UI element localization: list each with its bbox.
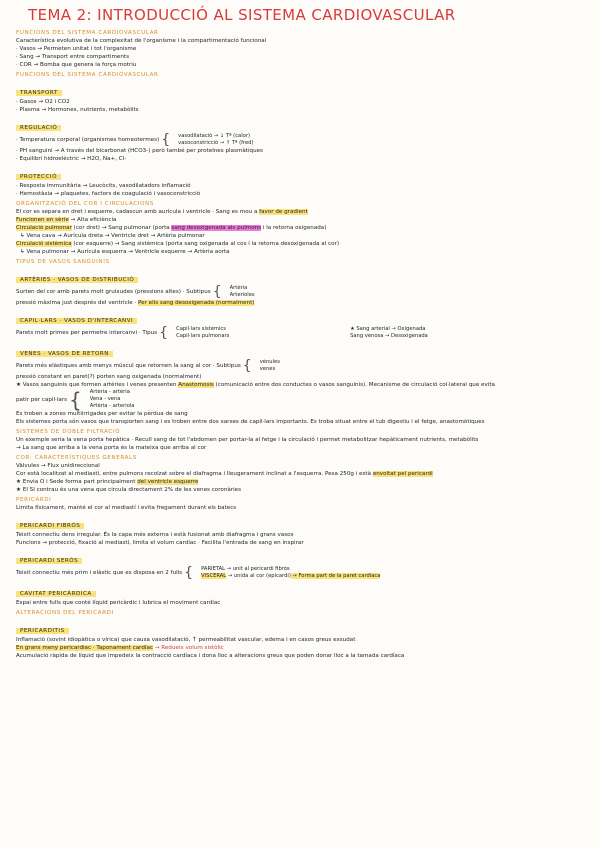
branch-row bbox=[14, 566, 588, 580]
branch-brace: { bbox=[242, 358, 252, 374]
note-line: patir per capil·lars bbox=[16, 396, 68, 403]
note-line: · PH sanguini → A través del bicarbonat (HCO3-) però també per proteïnes plasmàtiques bbox=[16, 148, 263, 154]
branch-item: vasodilatació → ↓ Tª (calor) bbox=[178, 133, 251, 139]
text-run: → unida al cor (epicardi) bbox=[226, 573, 291, 579]
highlight-run: En grans meny pericardiac · Taponament cardíac bbox=[16, 645, 153, 651]
note-line: Teixit connectiu més prim i elàstic que es disposa en 2 fulls bbox=[16, 570, 183, 576]
note-line: Es troben a zones multiirrigades per evitar la pèrdua de sang bbox=[16, 411, 188, 417]
section-heading-cor: COR: CARACTERÍSTIQUES GENERALS bbox=[16, 455, 137, 461]
note-line: ★ El SI contrau és una vena que circula directament 2% de les venes coronàries bbox=[16, 487, 242, 493]
side-note-line: ★ Sang arterial → Oxigenada bbox=[350, 326, 426, 332]
note-line: Teixit connectiu dens irregular. És la capa més externa i està fusionat amb diafragma i grans vasos bbox=[16, 532, 294, 538]
note-line bbox=[16, 240, 588, 248]
note-line: ↳ Vena pulmonar → Aurícula esquerra → Ventricle esquerre → Artèria aorta bbox=[20, 249, 230, 255]
branch-item: PARIETAL → unit al pericardi fibrós bbox=[201, 566, 290, 572]
text-run: (cor dret) → Sang pulmonar (porta bbox=[71, 225, 172, 231]
branch-list bbox=[88, 389, 135, 410]
subheading-proteccio: PROTECCIÓ bbox=[16, 174, 61, 180]
highlight-run: del ventricle esquerre bbox=[137, 479, 199, 485]
branch-item: vasoconstricció → ↑ Tª (fred) bbox=[178, 140, 254, 146]
note-line: Parets més elàstiques amb menys múscul que retornen la sang al cor · Subtipus bbox=[16, 363, 241, 369]
page-title: TEMA 2: INTRODUCCIÓ AL SISTEMA CARDIOVASCULAR bbox=[28, 6, 456, 24]
branch-item: Arterioles bbox=[229, 292, 255, 298]
note-line: → La sang que arriba a la vena porta és la mateixa que arriba al cor bbox=[16, 445, 207, 451]
note-line: Inflamació (sovint idiopàtica o vírica) que causa vasodilatació, ↑ permeabilitat vascular, edema i en casos greus exsudat bbox=[16, 637, 356, 643]
highlight-run-pink: sang desoxigenada als pulmons bbox=[171, 225, 262, 231]
note-line: · Sang → Transport entre compartiments bbox=[16, 54, 129, 60]
note-line: Característica evolutiva de la complexitat de l'organisme i la compartimentació funcional bbox=[16, 38, 267, 44]
branch-item: vènules bbox=[259, 359, 280, 365]
section-heading-doble-filtracio: SISTEMES DE DOBLE FILTRACIÓ bbox=[16, 429, 121, 435]
branch-brace: { bbox=[159, 325, 169, 341]
section-heading-vasos: TIPUS DE VASOS SANGUINIS bbox=[16, 259, 110, 265]
branch-list bbox=[176, 133, 253, 147]
note-line bbox=[16, 216, 588, 224]
branch-list bbox=[199, 566, 380, 580]
branch-item: Vena - vena bbox=[89, 396, 121, 402]
branch-brace: { bbox=[212, 284, 222, 300]
branch-row bbox=[14, 285, 588, 299]
highlight-run: VISCERAL bbox=[201, 573, 227, 579]
branch-brace: { bbox=[184, 565, 194, 581]
branch-row bbox=[14, 389, 588, 410]
highlight-run: Per ells sang desoxigenada (normalment) bbox=[137, 300, 255, 306]
note-line: · COR → Bomba que genera la força motriu bbox=[16, 62, 137, 68]
subheading-capil: CAPIL·LARS · VASOS D'INTERCANVI bbox=[16, 318, 137, 324]
text-run: Cor està localitzat al mediastí, entre pulmons recolzat sobre el diafragma i lleugerament inclinat a l'esquerra. Pesa 250g i està bbox=[16, 471, 373, 477]
section-heading-organitzacio: ORGANITZACIÓ DEL COR I CIRCULACIONS bbox=[16, 201, 154, 207]
highlight-run: Circulació sistèmica bbox=[16, 241, 72, 247]
subheading-fibros: PERICARDI FIBRÓS bbox=[16, 523, 84, 529]
note-line: Els sistemes porta són vasos que transporten sang i es troben entre dos xarxes de capil·lars importants. Es troba situat entre el tub digestiu i el fetge, anastomòtiques bbox=[16, 419, 485, 425]
highlight-run: Funcionen en sèrie bbox=[16, 217, 69, 223]
red-run: → Redueix volum sistòlic bbox=[152, 645, 224, 651]
branch-brace: { bbox=[161, 132, 171, 148]
note-line: · Equilibri hidroelèctric → H2O, Na+, Cl- bbox=[16, 156, 127, 162]
note-line: · Resposta immunitària → Leucòcits, vasodilatadors inflamació bbox=[16, 183, 191, 189]
note-line: · Hemostàsia → plaquetes, factors de coagulació i vasoconstricció bbox=[16, 191, 201, 197]
section-heading-funcions: FUNCIONS DEL SISTEMA CARDIOVASCULAR bbox=[16, 30, 159, 36]
subheading-regulacio: REGULACIÓ bbox=[16, 125, 61, 131]
text-run: El cor es separa en dret i esquerre, cadascun amb aurícula i ventricle · Sang es mou a bbox=[16, 209, 260, 215]
branch-item: venes bbox=[259, 366, 276, 372]
section-heading-funcions-2: FUNCIONS DEL SISTEMA CARDIOVASCULAR bbox=[16, 72, 159, 78]
note-line: Vàlvules → Flux unidireccional bbox=[16, 463, 100, 469]
note-line: · Vasos → Permeten unitat i tot l'organisme bbox=[16, 46, 137, 52]
note-line: pressió constant en paret(?) porten sang oxigenada (normalment) bbox=[16, 374, 202, 380]
note-line: Limita físicament, manté el cor al mediastí i evita fregament durant els batecs bbox=[16, 505, 237, 511]
section-heading-pericardi: PERICARDI bbox=[16, 497, 52, 503]
text-run: i la retorna oxigenada) bbox=[261, 225, 327, 231]
branch-list bbox=[174, 326, 344, 340]
highlight-run: Anastomosis bbox=[178, 382, 214, 388]
branch-item: Artèria - arteriola bbox=[89, 403, 135, 409]
note-line: · Gasos → O2 i CO2 bbox=[16, 99, 70, 105]
branch-list bbox=[258, 359, 280, 373]
note-line bbox=[16, 470, 588, 478]
note-line bbox=[16, 478, 588, 486]
branch-brace: { bbox=[69, 387, 82, 412]
notes-page bbox=[14, 6, 588, 660]
subheading-pericarditis: PERICARDITIS bbox=[16, 628, 69, 634]
note-line: Acumulació ràpida de líquid que impedeix la contracció cardíaca i dona lloc a alteracions greus que poden donar lloc a la tamada cardíaca bbox=[16, 653, 405, 659]
branch-row bbox=[14, 326, 588, 340]
text-run: pressió màxima just després del ventricle · bbox=[16, 300, 138, 306]
note-line bbox=[16, 644, 588, 652]
text-run: ★ Envia O i Sede forma part principalment bbox=[16, 479, 138, 485]
note-line: Parets molt primes per permetre intercanvi · Tipus bbox=[16, 330, 158, 336]
branch-row bbox=[14, 133, 588, 147]
note-line bbox=[16, 299, 588, 307]
note-line: Un exemple seria la vena porta hepàtica · Recull sang de tot l'abdomen per portar-la al fetge i la circulació i permet metabolitzar hepàticament nutrients, metabòlits bbox=[16, 437, 479, 443]
text-run: → Alta eficiència bbox=[68, 217, 117, 223]
side-note-line: Sang venosa → Desoxigenada bbox=[350, 333, 428, 339]
note-line: Funcions → protecció, fixació al mediastí, limita el volum cardíac · Facilita l'entrada de sang en inspirar bbox=[16, 540, 304, 546]
branch-item: Capil·lars sistèmics bbox=[176, 326, 226, 332]
branch-item: Artèria - artèria bbox=[89, 389, 130, 395]
note-line bbox=[16, 224, 588, 232]
note-line bbox=[16, 208, 588, 216]
highlight-run: envoltat pel pericardi bbox=[372, 471, 433, 477]
text-run: ★ Vasos sanguinis que formen artèries i venes presenten bbox=[16, 382, 179, 388]
highlight-run: favor de gradient bbox=[259, 209, 308, 215]
subheading-transport: TRANSPORT bbox=[16, 90, 62, 96]
note-line: · Temperatura corporal (organismes homeotermes) bbox=[16, 137, 160, 143]
highlight-run: Circulació pulmonar bbox=[16, 225, 72, 231]
note-line: ↳ Vena cava → Aurícula dreta → Ventricle dret → Artèria pulmonar bbox=[20, 233, 205, 239]
subheading-seros: PERICARDI SERÓS bbox=[16, 558, 82, 564]
highlight-run: → Forma part de la paret cardíaca bbox=[290, 573, 381, 579]
branch-item: Artèria bbox=[229, 285, 248, 291]
note-line bbox=[16, 381, 588, 389]
note-line: · Plasma → Hormones, nutrients, metabòlits bbox=[16, 107, 139, 113]
branch-list bbox=[228, 285, 255, 299]
text-run: (comunicació entre dos conductes o vasos sanguinis). Mecanisme de circulació col·lateral que evita bbox=[213, 382, 495, 388]
branch-row bbox=[14, 359, 588, 373]
note-line: Espai entre fulls que conté líquid pericàrdic i lubrica el moviment cardíac bbox=[16, 600, 221, 606]
side-note bbox=[348, 326, 428, 340]
subheading-venes: VENES · VASOS DE RETORN bbox=[16, 351, 113, 357]
note-line: Surten del cor amb parets molt gruixudes (pressions altes) · Subtipus bbox=[16, 289, 211, 295]
branch-item bbox=[201, 573, 380, 580]
subheading-arteries: ARTÈRIES · VASOS DE DISTRIBUCIÓ bbox=[16, 277, 138, 283]
text-run: (cor esquerre) → Sang sistèmica (porta sang oxigenada al cos i la retorna desoxigenada al cor) bbox=[71, 241, 340, 247]
section-heading-alteracions: ALTERACIONS DEL PERICARDI bbox=[16, 610, 114, 616]
subheading-cavitat: CAVITAT PERICÀRDICA bbox=[16, 591, 96, 597]
branch-item: Capil·lars pulmonars bbox=[176, 333, 230, 339]
